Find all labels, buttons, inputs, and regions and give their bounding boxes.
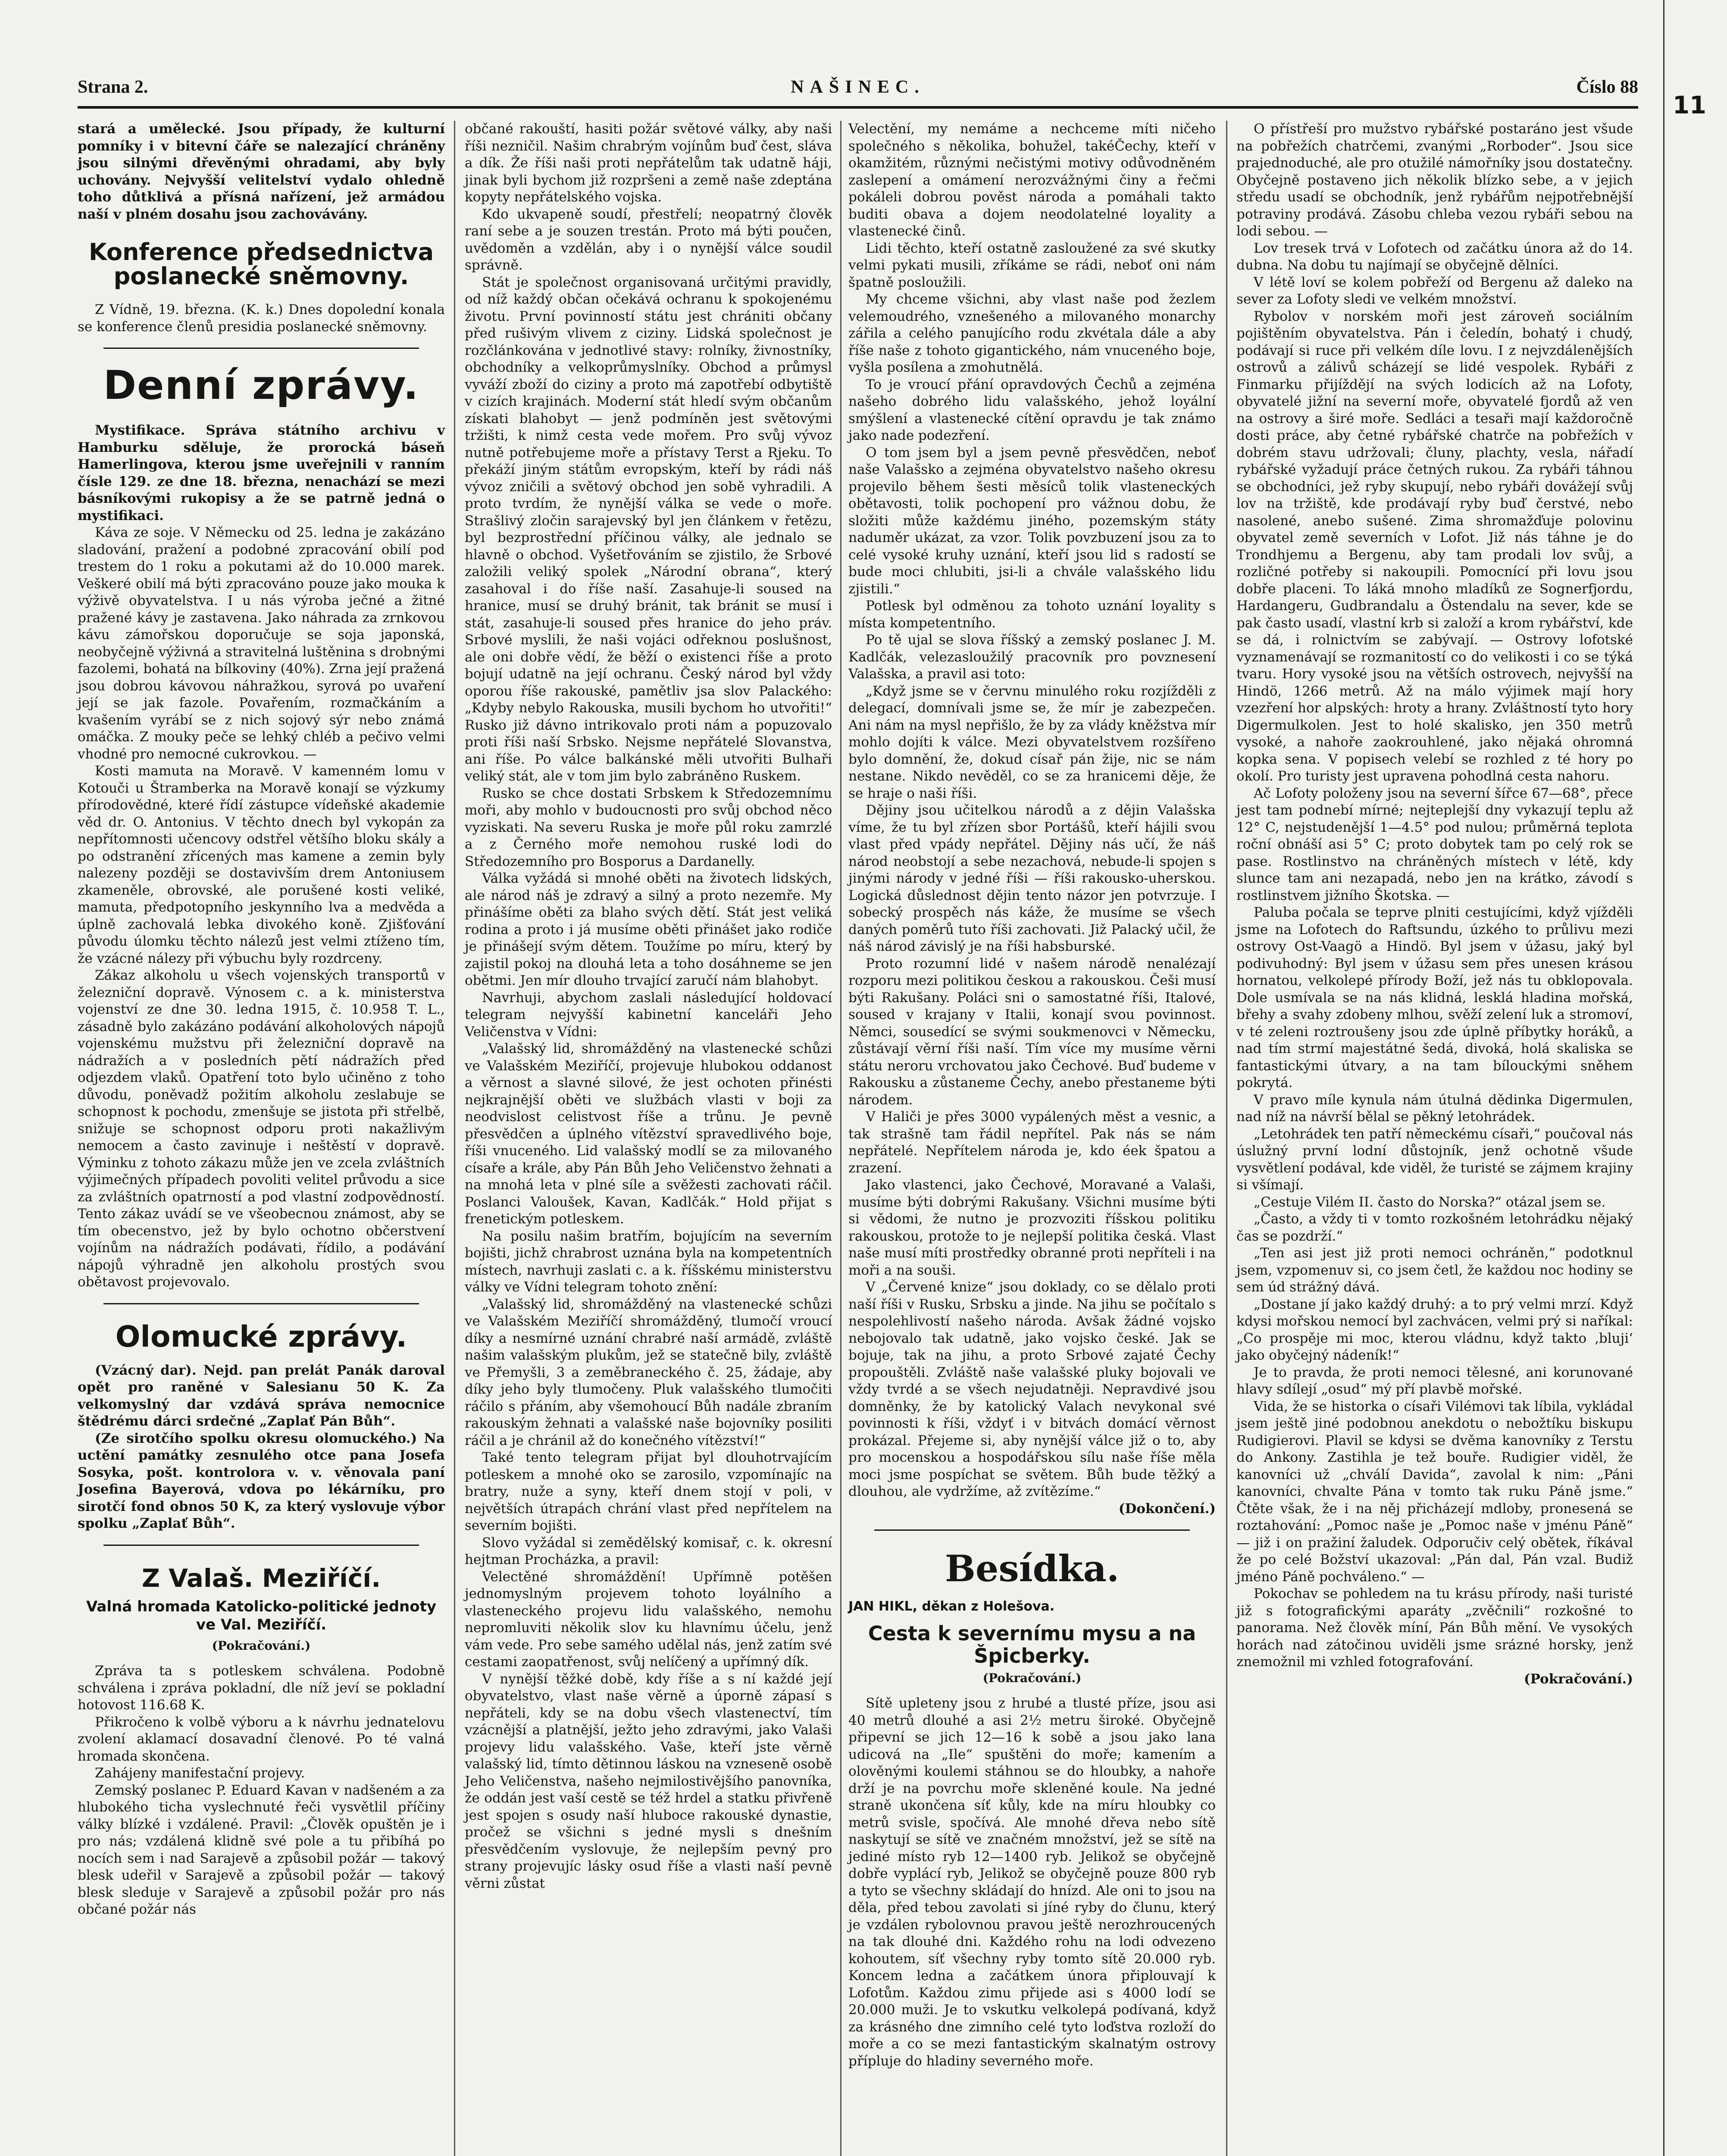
news-paragraph: (Ze sirotčího spolku okresu olomuckého.) Na uctění památky zesnulého otce pana Josefa Sosyka, pošt. kontrolora v. v. věnovala paní Josefina Bayerová, vdova po lékárníku, pro sirotčí fond obnos 50 K, za který vyslovuje výbor spolku „Zaplať Bůh“. [78,1430,445,1531]
story-paragraph: V pravo míle kynula nám útulná dědinka Digermulen, nad níž na návrší bělal se pěkný letohrádek. [1236,1092,1633,1125]
story-paragraph: Sítě upleteny jsou z hrubé a tlusté příze, jsou asi 40 metrů dlouhé a asi 2½ metru široké. Obyčejně připevní se jich 12—16 k sobě a jsou jako lana udicová na „Ile“ spuštěni do moře; kamením a olověnými koulemi stáhnou se do hloubky, a nahoře drží je na povrchu moře skleněné koule. Na jedné straně ukončena síť kůly, kde na míru hloubky co metrů svisle, spočívá. Ale mnohé dřeva nebo sítě naskytují se sítě ve značném množství, jež se sítě na jediné místo ryb 12—1400 ryb. Jelikož se obyčejně dobře vyplácí ryb, Jelikož se obyčejně pouze 800 ryb a tyto se všechny skládají do hnízd. Ale oni to jsou na děla, před tebou zavolati si jíné ryby do člunu, který je vzdálen rybolovnou pravou ještě nerozhroucených na tak dlouhé dni. Každého rohu na lodi odvezeno kohoutem, síť všechny ryby tomto sítě 20.000 ryb. Koncem ledna a začátkem února připlouvají k Lofotům. Každou zimu přijede asi s 4000 lodí se 20.000 muži. Je to vskutku velkolepá podívaná, když za krásného dne zimního celé tyto loďstva rozloží do moře a co se mezi fantastickým skalnatým ostrovy přípluje do hladiny severného moře. [848,1695,1216,2069]
news-paragraph: Zahájeny manifestační projevy. [95,1765,305,1781]
news-paragraph: O tom jsem byl a jsem pevně přesvědčen, neboť naše Valašsko a zejména obyvatelstvo našeho okresu projevilo během šesti měsíců tolik vlasteneckých obětavosti, tolik pochopení pro vážnou dobu, že složiti může každému jiného, pozemským státy naduměr ukázat, za vzor. Tolik povzbuzení jsou za to celé vysoké kruhy uznání, kteří jsou lid s radostí se bude moci chlubiti, jsi-li a chvále valašského lidu zjistili.“ [848,445,1216,597]
page-label: Strana 2. [78,77,148,97]
story-paragraph: „Ten asi jest již proti nemoci ochráněn,“ podotknul jsem, vzpomenuv si, co jsem četl, že každou noc hodiny se sem úd strážný dává. [1236,1245,1633,1295]
news-paragraph: Proto rozumní lidé v našem národě nenalézají rozporu mezi politikou českou a rakouskou. Češi musí býti Rakušany. Poláci sni o samostatné říši, Italové, soused v krajany v Italii, konají svou povinnost. Němci, sousedící se svými soukmenovci v Německu, zůstávají věrní říši naší. Tím více my musíme věrni státu neroru vrchovatou jako Čechové. Buď budeme v Rakousku a zůstaneme Čechy, anebo přestaneme býti národem. [848,956,1216,1108]
section-separator [103,1303,419,1304]
story-paragraph: Rybolov v norském moři jest zároveň sociálním pojištěním obyvatelstva. Pán i čeledín, bohatý i chudý, podávají si ruce při velkém díle lovu. I z nejvzdálenějších ostrovů a zálivů scházejí se lidé vespolek. Rybáři z Finmarku přijíždějí na svých lodicích až na Lofoty, obyvatelé jižní na severní moře, obyvatelé fjordů až ven na ostrovy a širé moře. Sedláci a tesaři mají každoročně dosti práce, aby četné rybářské chatrče na pobřežích v dobrém stavu udržovali; čluny, plachty, vesla, nářadí rybářské vyžadují práce četných rukou. Za rybáři táhnou se obchodníci, jež ryby skupují, nebo rybáři dovážejí svůj lov na tržiště, kde prodávají ryby buď čerstvé, nebo nasolené, anebo sušené. Zima shromažďuje polovinu obyvatel země severních v Lofot. Již nás táhne je do Trondhjemu a Bergenu, aby tam prodali lov svůj, a rozličné potřeby si nakoupili. Pomocnící při lovu jsou dobře placeni. To láká mnoho mladíků ze Sognerfjordu, Hardangeru, Gudbrandalu a Östendalu na sever, kde se pak často usadí, vlastní krb si založí a krom rybářství, kde se dá, i rolnictvím se zabývají. — Ostrovy lofotské vyznamenávají se rozmanitostí co do velikosti i co se týká tvaru. Hory vysoké jsou na větších ostrovech, nejvyšší na Hindö, 1266 metrů. Až na málo výjimek mají hory vzezření hor alpských: hroty a hrany. Zvláštností tyto hory Digermulkolen. Jest to holé skalisko, jen 350 metrů vysoké, a nahoře zaokrouhlené, jako nějaká ohromná kopka sena. V popisech velebí se rozhled z té hory po okolí. Pro turisty jest upravena pohodlná cesta nahoru. [1236,308,1633,784]
story-paragraph: „Dostane jí jako každý druhý: a to prý velmi mrzí. Když kdysi mořskou nemocí byl zachvácen, velmi prý si naříkal: „Co prospěje mi moc, kterou vládnu, když takto ‚bluji‘ jako obyčejný nádeník!“ [1236,1296,1633,1363]
news-paragraph: V Haliči je přes 3000 vypálených měst a vesnic, a tak strašně tam řádil nepřítel. Pak nás se nám nepřátelé. Nepřítelem národa je, kdo éek špatou a zrazení. [848,1109,1216,1176]
news-paragraph: Zákaz alkoholu u všech vojenských transportů v železniční dopravě. Výnosem c. a k. ministerstva vojenství ze dne 30. ledna 1915, č. 10.958 T. L., zásadně bylo zakázáno podávání alkoholových nápojů vojenskému mužstvu při železniční dopravě na nádražích a v posledních pětí nádražích před odjezdem vlaků. Opatření toto bylo učiněno z toho důvodu, poněvadž požitím alkoholu zeslabuje se schopnost k pochodu, zmenšuje se jistota při střelbě, snižuje se schopnost odporu proti nakažlivým nemocem a často zavinuje i neštěstí v dopravě. Výminku z tohoto zákazu může jen ve zcela zvláštních výjimečných případech povoliti velitel průvodu a sice za zvláštních opatrností a pod vlastní zodpovědností. Tento zákaz uvádí se ve všeobecnou známost, aby se tím obecenstvo, jež by bylo ochotno občerstvení vojínům na nádražích podávati, řídilo, a podávání nápojů výhradně jen alkoholu prostých svou obětavost projevovalo. [78,968,445,1290]
news-paragraph: Stát je společnost organisovaná určitými pravidly, od níž každý občan očekává ochranu k spokojenému životu. První povinností státu jest chrániti občany před rušivým vlivem z ciziny. Lidská společnost je rozčlánkována v jednotlivé stavy: rolníky, živnostníky, obchodníky a velkoprůmyslníky. Obchod a průmysl vyváží zboží do ciziny a proto má zapotřebí odbytiště v cizích krajinách. Moderní stát hledí svým občanům získati blahobyt — jenž podmíněn jest světovými tržišti, k nimž cesta vede mořem. Pro svůj vývoz nutně potřebujeme moře a přístavy Terst a Rjeku. To překáží jiným státům evropským, kteří by rádi náš vývoz zničili a světový obchod jen sobě vyhradili. A proto tvrdím, že nynější válka se vede o moře. Strašlivý zločin sarajevský byl jen článkem v řetězu, byl bezprostřední příčinou války, ale jednalo se hlavně o obchod. Vyšetřováním se zjistilo, že Srbové založili veliký spolek „Národní obrana“, který zasahoval i do říše naší. Zasahuje-li soused na hranice, musí se druhý bránit, tak bránit se musí i stát, zasahuje-li soused přes hranice do jeho práv. Srbové myslili, že naši vojáci odřeknou poslušnost, ale oni dobře vědí, že běží o existenci říše a proto bojují udatně na její ochranu. Český národ byl vždy oporou říše rakouské, pamětliv jsa slov Palackého: „Kdyby nebylo Rakouska, musili bychom ho utvořiti!“ Rusko již dávno intrikovalo proti nám a popuzovalo proti říši naší Srbsko. Nejsme nepřátelé Slovanstva, ani říše. Po válce balkánské měli utvořiti Bulhaři veliký stát, ale v tom jim bylo zabráněno Ruskem. [465,274,832,784]
news-paragraph: V nynější těžké době, kdy říše a s ní každé její obyvatelstvo, vlast naše věrně a úporně zápasí s nepřáteli, kdy se na dobu všech vlastenectví, tím vzácnější a platnější, ježto jeho zdravými, jako Valaši projevy lidu valašského. Vaše, kteří jste věrně valašský lid, tímto dětinnou láskou na vzneseně osobě Jeho Veličenstva, našeho nejmilostivějšího panovníka, že oddán jest vaší cestě se též hrdel a statku přivřeně jest spojen s osudy naší hluboce rakouské dynastie, pročež se všichni s jedné mysli s dnešním přesvědčením vyslovuje, že nejlepším pevný pro strany projevujíc lásky osud říše a vlasti naší pevně věrni zůstat [465,1671,832,1891]
conference-heading: Konference předsednictva poslanecké sněmovny. [88,238,434,290]
news-paragraph: občané rakouští, hasiti požár světové války, aby naši říši nezničil. Našim chrabrým vojínům buď čest, sláva a dík. Že říši naši proti nepřátelům tak udatně háji, jinak byli bychom již rozpršeni a země naše zdeptána kopyty nepřátelského vojska. [465,121,832,205]
news-paragraph: Přikročeno k volbě výboru a k návrhu jednatelovu zvolení aklamací dosavadní členové. Po té valná hromada skončena. [78,1714,445,1764]
article-intro: stará a umělecké. Jsou případy, že kulturní pomníky i v bitevní čáře se nalezající chráněny jsou silnými dřevěnými ohradami, aby byly uchovány. Nejvyšší velitelství vydalo ohledně toho důtklivá a přísná nařízení, jež armádou naší v plném dosahu jsou zachovávány. [78,121,445,222]
continued-label: (Dokončení.) [1118,1501,1216,1517]
column-divider [1226,121,1227,2156]
news-paragraph: Také tento telegram přijat byl dlouhotrvajícím potleskem a mnohé oko se zarosilo, vzpomínajíc na bratry, nuže a syny, kteří dnem stojí v poli, v největších útrapách chrání vlast před nepřítelem na severním bojišti. [465,1450,832,1533]
next-page-number: 11 [1673,91,1706,119]
continued-label: (Pokračování.) [1524,1671,1633,1687]
news-paragraph: Kosti mamuta na Moravě. V kamenném lomu v Kotouči u Štramberka na Moravě konají se výzkumy přírodovědné, které řídí zástupce vídeňské akademie věd dr. O. Antonius. V těchto dnech byl vykopán za nepřítomnosti učencovy odstřel většího bloku skály a po odstranění zřícených mas kamene a zemin byly nalezeny později se dostavivším drem Antoniusem zkameněle, obrovské, ale porušené kosti veliké, mamuta, předpotopního jeskynního lva a medvěda a úplně zachovalá lebka divokého koně. Zjišťování původu úlomku těchto nálezů jest velmi ztíženo tím, že vzácné nálezy při výbuchu byly rozdrceny. [78,763,445,966]
news-paragraph: Kdo ukvapeně soudí, přestřelí; neopatrný člověk raní sebe a je souzen trestán. Proto má býti poučen, uvědoměn a vzdělán, aby i o nynější válce soudil správně. [465,206,832,273]
news-paragraph: (Vzácný dar). Nejd. pan prelát Panák daroval opět pro raněné v Salesianu 50 K. Za velkomyslný dar vzdává správa nemocnice štědrému dárci srdečné „Zaplať Pán Bůh“. [78,1362,445,1429]
valasske-mezirici-heading: Z Valaš. Meziříčí. [141,1563,381,1593]
olomouc-heading: Olomucké zprávy. [115,1319,407,1354]
page-edge-line [1663,0,1664,2156]
news-paragraph: Zpráva ta s potleskem schválena. Podobně schválena i zpráva pokladní, dle níž jeví se pokladní hotovost 116.68 K. [78,1663,445,1713]
column-1 [78,121,445,1918]
story-paragraph: Paluba počala se teprve plniti cestujícími, když vjížděli jsme na Lofotech do Raftsundu, úzkého to průlivu mezi ostrovy Ost-Vaagö a Hindö. Byl jsem v úžasu, jaký byl podivuhodný: Byl jsem v úžasu sem přes unesen krásou hornatou, velkolepé přírody Boží, jež nás tu obklopovala. Dole usmívala se na nás klidná, lesklá hladina mořská, břehy a svahy zdobeny mlhou, svěží zelení luk a stromoví, v té zeleni roztroušeny jsou zde úplně příbytky horáků, a nad tím strmí majestátné šedá, divoká, holá skaliska se fantastickými útvary, a na tam bílouckými sněhem pokrytá. [1236,905,1633,1091]
continued-label: (Pokračování.) [212,1638,311,1653]
section-separator [874,1529,1190,1531]
news-paragraph: „Valašský lid, shromážděný na vlastenecké schůzi ve Valašském Meziříčí, projevuje hlubokou oddanost a věrnost a slavné silové, že jest ochoten přinésti nejkrajnější oběti ve službách vlasti v boji za neodvislost celistvost říše a trůnu. Je pevně přesvědčen a úplného vítězství spravedlivého boje, říši vnuceného. Lid valašský modlí se za milovaného císaře a krále, aby Pán Bůh Jeho Veličenstvo žehnati a na mnohá leta v plné síle a svěžesti zachovati ráčil. Poslanci Valoušek, Kavan, Kadlčák.“ Hold přijat s frenetickým potleskem. [465,1041,832,1227]
column-divider [840,121,842,2156]
news-paragraph: Velectěné shromáždění! Upřímně potěšen jednomyslným projevem tohoto loyálního a vlasteneckého projevu lidu valašského, nemohu nepromluviti několik slov ku hlavnímu účelu, jenž vám vede. Pro sebe samého udělal nás, jenž zatím své cestami zaopatřenost, svůj nelíčený a upřímný dík. [465,1569,832,1670]
story-paragraph: „Často, a vždy ti v tomto rozkošném letohrádku nějaký čas se pozdrží.“ [1236,1211,1633,1244]
news-paragraph: Navrhuji, abychom zaslali následující holdovací telegram nejvyšší kabinetní kanceláři Jeho Veličenstva v Vídni: [465,990,832,1040]
news-paragraph: Káva ze soje. V Německu od 25. ledna je zakázáno sladování, pražení a podobné zpracování obilí pod trestem do 1 roku a pokutami až do 10.000 marek. Veškeré obilí má býti zpracováno pouze jako mouka k výživě obyvatelstva. I u nás výroba ječné a žitné pražené kávy je zastavena. Jako náhrada za zrnkovou kávu zámořskou doporučuje se soja japonská, neobyčejně výživná a stravitelná luštěnina s drobnými fazolemi, bohatá na bílkoviny (40%). Zrna její pražená jsou dobrou kávovou náhražkou, syrová po uvaření její se jak fazole. Povařením, rozmačkáním a kvašením vyrábí se z nich sojový sýr nebo známá omáčka. Z mouky peče se lehký chléb a pečivo velmi vhodné pro nemocné cukrovkou. — [78,525,445,762]
news-paragraph: Dějiny jsou učitelkou národů a z dějin Valašska víme, že tu byl zřízen sbor Portášů, kteří hájili svou vlast před vpády nepřátel. Dějiny nás učí, že náš národ neobstojí a sebe nezachová, nebude-li spojen s jinými národy v jedné říši — říši rakousko-uherskou. Logická důslednost dějin tento názor jen potvrzuje. I sobecký prospěch nás káže, že musíme se všech daných poměrů tuto říši zachovati. Již Palacký učil, že náš národ závislý je na říši habsburské. [848,802,1216,954]
header-rule [78,106,1638,109]
news-paragraph: „Když jsme se v červnu minulého roku rozjížděli z delegací, domnívali jsme se, že mír je zabezpečen. Ani nám na mysl nepřišlo, že by za vlády kněžstva mír mohlo dojíti k válce. Mezi obyvatelstvem rozšířeno bylo domnění, že, dokud císař pán žije, nic se nám nestane. Nikdo nevěděl, co se za hranicemi děje, že se hraje o naši říši. [848,683,1216,801]
story-paragraph: Lov tresek trvá v Lofotech od začátku února až do 14. dubna. Na dobu tu najímají se obyčejně dělníci. [1236,240,1633,273]
column-divider [454,121,455,2156]
story-paragraph: V létě loví se kolem pobřeží od Bergenu až daleko na sever za Lofoty sledi ve velkém množství. [1236,274,1633,307]
besidka-heading: Besídka. [945,1547,1120,1590]
news-paragraph: Lidi těchto, kteří ostatně zasloužené za své skutky velmi pykati musili, zříkáme se rádi, neboť oni nám špatně posloužili. [848,240,1216,290]
column-3 [848,121,1216,2070]
story-paragraph: „Letohrádek ten patří německému císaři,“ poučoval nás úslužný první lodní důstojník, jenž ochotně všude vysvětlení podával, kde viděl, že turisté se zájmem krajiny si všímají. [1236,1126,1633,1193]
continued-label: (Pokračování.) [982,1670,1082,1685]
author-byline: JAN HIKL, děkan z Holešova. [848,1599,1055,1614]
story-paragraph: Pokochav se pohledem na tu krásu přírody, naši turisté již s fotografickými aparáty „zvěčnili“ rozkošné to panorama. Než člověk míní, Pán Bůh mění. Ve vysokých horách nad zátočinou uviděli jsme srázné horsky, jenž znemožnil mi vzhled fotografování. [1236,1586,1633,1670]
news-paragraph: Válka vyžádá si mnohé oběti na životech lidských, ale národ náš je zdravý a silný a proto nezemře. My přinášíme oběti za blaho svých dětí. Stát jest veliká rodina a proto i já musíme oběti přinášet jako rodiče je přinášejí svým dětem. Toužíme po míru, který by zajistil pokoj na dlouhá leta a toho dosáhneme se jen obětmi. Jen mír dlouho trvající zaručí nám blahobyt. [465,871,832,988]
news-paragraph: Rusko se chce dostati Srbskem k Středozemnímu moři, aby mohlo v budoucnosti pro svůj obchod něco vyziskati. Na severu Ruska je moře půl roku zamrzlé a z Černého moře nemohou ruské lodi do Středozemního pro Bosporus a Dardanelly. [465,785,832,869]
news-paragraph: Na posilu našim bratřím, bojujícím na severním bojišti, jichž chrabrost uznána byla na kompetentních místech, navrhuji zaslati c. a k. říšskému ministerstvu války ve Vídni telegram tohoto znění: [465,1228,832,1295]
paper-title: NAŠINEC. [791,77,925,97]
news-paragraph: Po tě ujal se slova říšský a zemský poslanec J. M. Kadlčák, velezasloužilý pracovník pro povznesení Valašska, a pravil asi toto: [848,632,1216,682]
news-paragraph: V „Červené knize“ jsou doklady, co se dělalo proti naší říši v Rusku, Srbsku a jinde. Na jihu se počítalo s nespolehlivostí našeho národa. Avšak žádné vojsko nebojovalo tak udatně, jako vojsko české. Jak se bojuje, tak na jihu, a proto Srbové zajaté Čechy propouštěli. Zvláště naše valašské pluky bojovali ve vždy tvrdé a se všech nejudatněji. Nepravdivé jsou domněnky, že by katolický Valach nevykonal své povinnosti k říši, vždyť i v bitvách domácí věrnost prokázal. Přejeme si, aby nynější válce již o to, aby pro mocenskou a hospodářskou sílu naše říše měla moci jsme pospíchat se světem. Bůh bude těžký a dlouhou, ale vydržíme, až zvítězíme.“ [848,1279,1216,1499]
column-4 [1236,121,1633,1688]
subheading: Valná hromada Katolicko-politické jednoty ve Val. Meziříčí. [86,1598,437,1633]
story-paragraph: Ač Lofoty položeny jsou na severní šířce 67—68°, přece jest tam podnebí mírné; nejteplejší dny vykazují teplu až 12° C, nejstudenější 1—4.5° pod nulou; průměrná teplota roční obnáší asi 5° C; proto dobytek tam po celý rok se pase. Rostlinstvo na chráněných místech v létě, kdy slunce tam ani nezapadá, nebo jen na krátko, závodí s rostlinstvem jižního Škotska. — [1236,785,1633,903]
story-paragraph: Vida, že se historka o císaři Vilémovi tak líbila, vykládal jsem ještě jiné podobnou anekdotu o nebožtíku biskupu Rudigierovi. Plavil se kdysi se dvěma kanovníky z Terstu do Ankony. Zastihla je tež bouře. Rudigier viděl, že kanovníci už „chválí Davida“, zavolal k nim: „Páni kanovníci, chvalte Pána v tomto tak ruku Páně jsme.“ Čtěte však, že i na něj přicházejí mdloby, pronesená se roztahování: „Pomoc naše je „Pomoc naše v jménu Páně“ — již i on pražiní žaludek. Odporučiv celý obětek, říkával že po celé Božství ukazoval: „Pán dal, Pán vzal. Budiž jméno Páně pochváleno.“ — [1236,1398,1633,1585]
section-separator [103,1545,419,1546]
story-title: Cesta k severnímu mysu a na Špicberky. [868,1621,1196,1667]
conference-text: Z Vídně, 19. března. (K. k.) Dnes dopolední konala se konference členů presidia poslanecké sněmovny. [78,302,445,335]
news-paragraph: „Valašský lid, shromážděný na vlastenecké schůzi ve Valašském Meziříčí shromážděný, tlumočí vroucí díky a nesmírné uznání chrabré naší armádě, zvláště našim valašským plukům, jež se statečně bily, zvláště ve Přemyšli, 3 a zeměbraneckého č. 25, žádaje, aby díky jeho byly tlumočeny. Pluk valašského tlumočiti ráčilo s přáním, aby všemohoucí Bůh nadále zbraním rakouským žehnati a valašské naše bojovníky posiliti ráčil a je chránil až do konečného vítězství!“ [465,1296,832,1448]
daily-news-heading: Denní zprávy. [103,362,419,408]
column-2 [465,121,832,1892]
story-paragraph: Je to pravda, že proti nemoci tělesné, ani korunované hlavy sdílejí „osud“ mý pří plavbě mořské. [1236,1364,1633,1397]
news-paragraph: To je vroucí přání opravdových Čechů a zejména našeho dobrého lidu valašského, jehož loyální smýšlení a vlastenecké cítění opravdu je tak známo jako nade podezření. [848,376,1216,443]
news-paragraph: Jako vlastenci, jako Čechové, Moravané a Valaši, musíme býti dobrými Rakušany. Všichni musíme býti si vědomi, že nutno je prozvoziti říšskou politiku rakouskou, protože to je nejlepší politika česká. Vlast naše musí míti prostředky obranné proti nepříteli i na moři a na souši. [848,1177,1216,1278]
news-paragraph: Zemský poslanec P. Eduard Kavan v nadšeném a za hlubokého ticha vyslechnuté řeči vysvětlil příčiny války blízké i vzdálené. Pravil: „Člověk opuštěn je i pro nás; vzdálená klidně své pole a tu přibíhá po nocích sem i nad Sarajevě a způsobil požár — takový blesk udeřil v Sarajevě a způsobil požár — takový blesk sleduje v Sarajevě a způsobil požár pro nás občané požár nás [78,1782,445,1917]
news-paragraph: Slovo vyžádal si zemědělský komisař, c. k. okresní hejtman Procházka, a pravil: [465,1535,832,1567]
issue-label: Číslo 88 [1576,77,1638,97]
news-paragraph: My chceme všichni, aby vlast naše pod žezlem velemoudrého, vznešeného a milovaného monarchy zářila a celého panujícího rodu zkvétala dále a aby říše naše z tohoto gigantického, nám vnuceného boje, vyšla posílena a zmohutnělá. [848,291,1216,375]
story-paragraph: „Cestuje Vilém II. často do Norska?“ otázal jsem se. [1254,1194,1606,1210]
news-paragraph: Mystifikace. Správa státního archivu v Hamburku sděluje, že prorocká báseň Hamerlingova, kterou jsme uveřejnili v ranním čísle 129. ze dne 18. března, nenachází se mezi básníkovými rukopisy a že se patrně jedná o mystifikaci. [78,423,445,523]
story-paragraph: O přístřeší pro mužstvo rybářské postaráno jest všude na pobřežích chatrčemi, zvanými „Rorboder“. Jsou sice prajednoduché, ale pro otužilé námořníky jsou dostatečny. Obyčejně postaveno jich několik blízko sebe, a v jejich středu usadí se obchodník, jenž rybářům nejpotřebnější potraviny prodává. Zásobu chleba vezou rybáři sebou na lodi sebou. — [1236,121,1633,239]
section-separator [103,348,419,349]
news-paragraph: Potlesk byl odměnou za tohoto uznání loyality s místa kompetentního. [848,598,1216,631]
news-paragraph: Velectění, my nemáme a nechceme míti ničeho společného s několika, bohužel, takéČechy, kteří v okamžitém, různými nečistými motivy odůvodněném zaslepení a omámení nerozvážnými činy a řečmi pokáleli dobrou pověst národa a pomáhali takto buditi obava a dojem neodolatelné loyality a vlastenecké činů. [848,121,1216,239]
